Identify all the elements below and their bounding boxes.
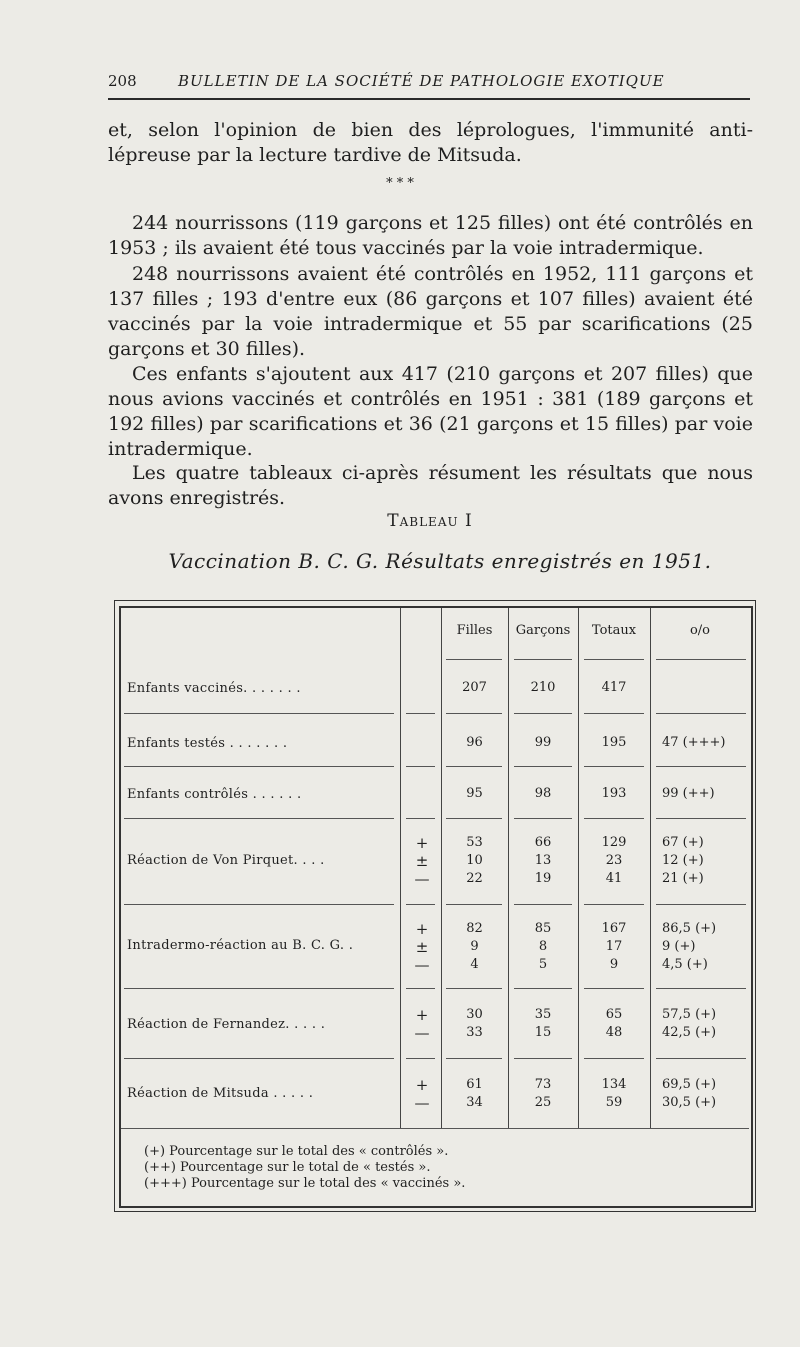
cell-percent: 86,5 (+) 9 (+) 4,5 (+) (662, 921, 717, 972)
note-controles: (+) Pourcentage sur le total des « contrôlés ». (144, 1144, 449, 1159)
row-divider (446, 713, 502, 714)
cell-totaux: 193 (601, 786, 627, 801)
cell-percent: 67 (+) 12 (+) 21 (+) (662, 835, 704, 886)
row-divider (584, 904, 644, 905)
row-divider (124, 818, 394, 819)
row-divider (446, 659, 502, 660)
row-divider (406, 904, 435, 905)
row-divider (446, 988, 502, 989)
row-divider (584, 659, 644, 660)
cell-percent: 47 (+++) (662, 735, 726, 750)
row-label-testes: Enfants testés . . . . . . . (127, 736, 288, 751)
row-divider (514, 713, 572, 714)
reaction-signs: + — (414, 1006, 430, 1042)
row-divider (406, 713, 435, 714)
reaction-signs: + ± — (414, 834, 430, 888)
column-header-garcons: Garçons (515, 623, 571, 638)
table-footer-rule (121, 1128, 749, 1129)
cell-totaux: 129 23 41 (601, 835, 627, 886)
cell-filles: 61 34 (466, 1077, 483, 1110)
row-label-fernandez: Réaction de Fernandez. . . . . (127, 1017, 326, 1032)
row-divider (514, 904, 572, 905)
row-divider (514, 766, 572, 767)
row-divider (446, 1058, 502, 1059)
row-divider (124, 904, 394, 905)
paragraph-1: 244 nourrissons (119 garçons et 125 filles) ont été contrôlés en 1953 ; ils avaient été tous vaccinés par la voie intradermique. (108, 212, 753, 259)
row-divider (124, 1058, 394, 1059)
paragraph-3: Ces enfants s'ajoutent aux 417 (210 garçons et 207 filles) que nous avions vaccinés et contrôlés en 1951 : 381 (189 garçons et 192 filles) par scarifications et 36 (21 garçons et 15 filles) par voie intradermique. (108, 363, 753, 460)
cell-percent: 69,5 (+) 30,5 (+) (662, 1077, 717, 1110)
table-frame (119, 606, 753, 1208)
row-label-controles: Enfants contrôlés . . . . . . (127, 787, 302, 802)
cell-filles: 96 (466, 735, 483, 750)
cell-garcons: 66 13 19 (534, 835, 552, 886)
row-divider (514, 1058, 572, 1059)
intro-paragraph: et, selon l'opinion de bien des léprologues, l'immunité anti-lépreuse par la lecture tardive de Mitsuda. (108, 119, 753, 166)
row-divider (584, 1058, 644, 1059)
cell-garcons: 98 (534, 786, 552, 801)
row-divider (656, 766, 746, 767)
cell-totaux: 167 17 9 (601, 921, 627, 972)
cell-filles: 30 33 (466, 1007, 483, 1040)
cell-garcons: 85 8 5 (534, 921, 552, 972)
row-divider (584, 766, 644, 767)
table-notes (144, 1144, 465, 1192)
reaction-signs: + — (414, 1076, 430, 1112)
row-label-intradermo: Intradermo-réaction au B. C. G. . (127, 938, 354, 953)
row-divider (656, 659, 746, 660)
header-rule (108, 98, 750, 100)
column-header-filles: Filles (456, 623, 493, 638)
cell-garcons: 210 (530, 680, 556, 695)
row-divider (514, 659, 572, 660)
page-number: 208 (108, 72, 137, 90)
row-divider (124, 766, 394, 767)
cell-totaux: 417 (601, 680, 627, 695)
cell-filles: 95 (466, 786, 483, 801)
row-label-von-pirquet: Réaction de Von Pirquet. . . . (127, 853, 325, 868)
row-divider (656, 713, 746, 714)
cell-totaux: 65 48 (605, 1007, 623, 1040)
cell-garcons: 73 25 (534, 1077, 552, 1110)
row-divider (406, 818, 435, 819)
column-divider (400, 608, 401, 1128)
row-divider (584, 713, 644, 714)
running-title: BULLETIN DE LA SOCIÉTÉ DE PATHOLOGIE EXOTIQUE (178, 72, 665, 90)
cell-garcons: 99 (534, 735, 552, 750)
row-divider (514, 988, 572, 989)
row-label-vaccines: Enfants vaccinés. . . . . . . (127, 681, 301, 696)
cell-filles: 82 9 4 (466, 921, 483, 972)
row-divider (446, 904, 502, 905)
cell-totaux: 195 (601, 735, 627, 750)
table-subtitle: Vaccination B. C. G. Résultats enregistrés en 1951. (168, 549, 712, 573)
column-header-percent: o/o (689, 623, 711, 638)
row-divider (406, 766, 435, 767)
table-title: Tableau I (387, 511, 473, 531)
row-divider (406, 1058, 435, 1059)
cell-totaux: 134 59 (601, 1077, 627, 1110)
page-header (108, 72, 750, 92)
row-divider (656, 988, 746, 989)
cell-percent: 57,5 (+) 42,5 (+) (662, 1007, 717, 1040)
row-divider (124, 988, 394, 989)
column-header-totaux: Totaux (591, 623, 637, 638)
section-separator: * * * (386, 176, 414, 191)
note-vaccines: (+++) Pourcentage sur le total des « vaccinés ». (144, 1176, 466, 1191)
paragraph-4: Les quatre tableaux ci-après résument les résultats que nous avons enregistrés. (108, 462, 753, 509)
cell-garcons: 35 15 (534, 1007, 552, 1040)
reaction-signs: + ± — (414, 920, 430, 974)
row-divider (446, 766, 502, 767)
row-divider (514, 818, 572, 819)
cell-percent: 99 (++) (662, 786, 715, 801)
row-divider (584, 818, 644, 819)
row-label-mitsuda: Réaction de Mitsuda . . . . . (127, 1086, 314, 1101)
cell-filles: 207 (462, 680, 487, 695)
row-divider (124, 713, 394, 714)
row-divider (584, 988, 644, 989)
cell-filles: 53 10 22 (466, 835, 483, 886)
note-testes: (++) Pourcentage sur le total de « testés ». (144, 1160, 431, 1175)
row-divider (406, 988, 435, 989)
row-divider (656, 818, 746, 819)
column-divider (650, 608, 651, 1128)
row-divider (656, 1058, 746, 1059)
paragraph-2: 248 nourrissons avaient été contrôlés en 1952, 111 garçons et 137 filles ; 193 d'entre eux (86 garçons et 107 filles) avaient été vaccinés par la voie intradermique et 55 par scarifications (25 garçons et 30 filles). (108, 263, 753, 360)
row-divider (656, 904, 746, 905)
row-divider (446, 818, 502, 819)
